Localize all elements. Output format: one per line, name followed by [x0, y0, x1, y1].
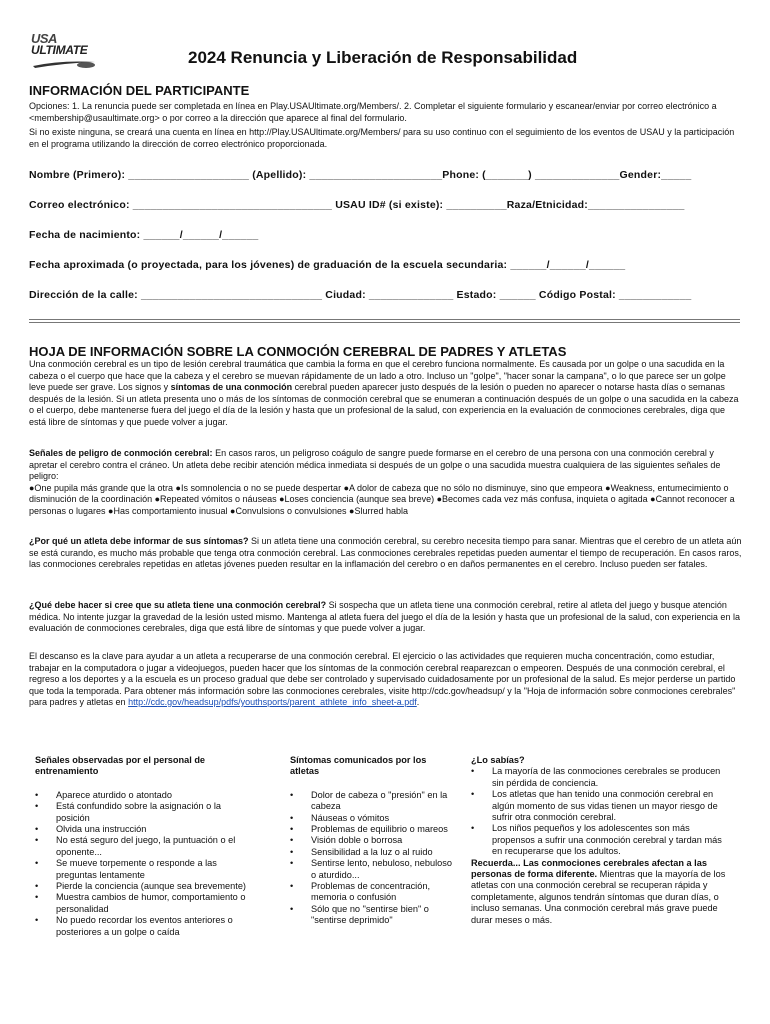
- list-item: • No puedo recordar los eventos anteriores o posteriores a un golpe o caída: [35, 915, 257, 938]
- concussion-heading: HOJA DE INFORMACIÓN SOBRE LA CONMOCIÓN CEREBRAL DE PADRES Y ATLETAS: [29, 344, 567, 359]
- usa-ultimate-logo: [31, 33, 97, 75]
- why-heading: ¿Por qué un atleta debe informar de sus síntomas?: [29, 536, 249, 546]
- logo-swoosh-icon: [31, 59, 97, 69]
- options-paragraph-2: Si no existe ninguna, se creará una cuenta en línea en http://Play.USAUltimate.org/Members/ para su uso continuo con el seguimiento de los eventos de USAU y la participación en el programa utilizando la dirección de correo electrónico proporcionada.: [29, 127, 735, 149]
- list-item: • Problemas de concentración, memoria o confusión: [290, 881, 456, 904]
- logo-text-ultimate: ULTIMATE: [31, 43, 88, 57]
- danger-heading: Señales de peligro de conmoción cerebral:: [29, 448, 213, 458]
- staff-signs-column: [35, 755, 257, 938]
- rest-end: .: [416, 697, 420, 707]
- rest-paragraph: [29, 651, 743, 709]
- list-item: • Náuseas o vómitos: [290, 813, 456, 824]
- danger-list: ●One pupila más grande que la otra ●Is somnolencia o no se puede despertar ●A dolor de cabeza que no sólo no disminuye, sino que empeora ●Weakness, entumecimiento o disminución de la coordinación ●Repeated vómitos o náuseas ●Loses conciencia (aunque sea breve) ●Becomes cada vez más confusa, inquieta o agitada ●Cannot reconocer a personas o lugares ●Has comportamiento inusual ●Convulsions o convulsiones ●Slurred habla: [29, 482, 735, 516]
- address-field[interactable]: Dirección de la calle: ______________________________ Ciudad: ______________ Estado: ______ Código Postal: ____________: [29, 289, 692, 301]
- email-usau-race-field[interactable]: Correo electrónico: _________________________________ USAU ID# (si existe): __________Raza/Etnicidad:________________: [29, 199, 685, 211]
- list-item: • Los atletas que han tenido una conmoción cerebral en algún momento de sus vidas tienen un mayor riesgo de sufrir otra conmoción cerebral.: [471, 789, 733, 823]
- concussion-intro: [29, 359, 743, 428]
- intro-bold: síntomas de una conmoción: [170, 382, 293, 392]
- staff-signs-list: [35, 790, 257, 938]
- list-item: • Dolor de cabeza o "presión" en la cabeza: [290, 790, 456, 813]
- graduation-date-field[interactable]: Fecha aproximada (o proyectada, para los jóvenes) de graduación de la escuela secundaria: ______/______/______: [29, 259, 626, 271]
- athlete-symptoms-list: [290, 790, 456, 927]
- list-item: • Está confundido sobre la asignación o la posición: [35, 801, 257, 824]
- intro-text-a: Una conmoción cerebral es un tipo de lesión cerebral traumática que cambia la forma en que el cerebro funciona normalmente. Es causada por un golpe o una sacudida en la cabeza o el cuerpo que hace que la cabeza y el cerebro se muevan rápidamente de un lado a otro. Incluso un "golpe", "hacer sonar la campana", o lo que parece ser un golpe leve puede ser grave. Los signos y: [29, 359, 726, 392]
- list-item: • Aparece aturdido o atontado: [35, 790, 257, 801]
- did-you-know-column: [471, 755, 733, 926]
- cdc-fact-sheet-link[interactable]: http://cdc.gov/headsup/pdfs/youthsports/parent_athlete_info_sheet-a.pdf: [128, 697, 417, 707]
- did-you-know-heading: ¿Lo sabías?: [471, 755, 525, 765]
- list-item: • Los niños pequeños y los adolescentes son más propensos a sufrir una conmoción cerebral y tardan más en recuperarse que los adultos.: [471, 823, 733, 857]
- options-paragraph-1: Opciones: 1. La renuncia puede ser completada en línea en Play.USAUltimate.org/Members/. 2. Completar el siguiente formulario y escanear/enviar por correo electrónico a <membership@usaultimate.org> o por correo a la dirección que aparece al final del formulario.: [29, 101, 717, 123]
- list-item: • La mayoría de las conmociones cerebrales se producen sin pérdida de conciencia.: [471, 766, 733, 789]
- intro-text-b: cerebral pueden aparecer justo después de la lesión o pueden no aparecer o notarse hasta días o semanas después de la lesión. Si un atleta presenta uno o más de los síntomas de conmoción cerebral que se enumeran a continuación después de un golpe o una sacudida en la cabeza o el cuerpo, debe mantenerse fuera del juego el día de la lesión y hasta que un profesional de la salud, con experiencia en la evaluación de conmociones cerebrales, diga que está libre de síntomas y que puede volver a jugar.: [29, 382, 739, 427]
- list-item: • Olvida una instrucción: [35, 824, 257, 835]
- list-item: • Visión doble o borrosa: [290, 835, 456, 846]
- athlete-symptoms-heading: Síntomas comunicados por los atletas: [290, 755, 427, 777]
- what-text: Si sospecha que un atleta tiene una conmoción cerebral, retire al atleta del juego y busque atención médica. No intente juzgar la gravedad de la lesión usted mismo. Mantenga al atleta fuera del juego el día de la lesión y hasta que un profesional de la salud, con experiencia en la evaluación de conmociones cerebrales, diga que está libre de síntomas y que puede volver a jugar.: [29, 600, 740, 633]
- list-item: • Sensibilidad a la luz o al ruido: [290, 847, 456, 858]
- why-text: Si un atleta tiene una conmoción cerebral, su cerebro necesita tiempo para sanar. Mientras que el cerebro de un atleta aún se está curando, es mucho más probable que tenga otra conmoción cerebral. Las conmociones cerebrales repetidas pueden aumentar el tiempo de recuperación. En casos raros, las conmociones cerebrales repetidas en atletas jóvenes pueden resultar en la inflamación del cerebro o en daños permanentes en el cerebro. Incluso pueden ser fatales.: [29, 536, 742, 569]
- list-item: • No está seguro del juego, la puntuación o el oponente...: [35, 835, 257, 858]
- did-you-know-list: [471, 766, 733, 857]
- list-item: • Pierde la conciencia (aunque sea brevemente): [35, 881, 257, 892]
- athlete-symptoms-column: [290, 755, 456, 927]
- section-divider: [29, 318, 740, 324]
- logo-text-usa: USA: [31, 31, 57, 46]
- page-title: 2024 Renuncia y Liberación de Responsabilidad: [188, 48, 578, 67]
- remember-text: Mientras que la mayoría de los atletas con una conmoción cerebral se recuperan rápida y completamente, algunos tendrán síntomas que duran días, o incluso semanas. Una conmoción cerebral más grave puede durar meses o más.: [471, 869, 726, 925]
- why-report-paragraph: [29, 536, 743, 571]
- danger-text: En casos raros, un peligroso coágulo de sangre puede formarse en el cerebro de una persona con una conmoción cerebral y apretar el cerebro contra el cráneo. Un atleta debe recibir atención médica inmediata si después de un golpe o una sacudida muestra cualquiera de las siguientes señales de peligro:: [29, 448, 721, 481]
- birthdate-field[interactable]: Fecha de nacimiento: ______/______/______: [29, 229, 259, 241]
- list-item: • Muestra cambios de humor, comportamiento o personalidad: [35, 892, 257, 915]
- rest-text: El descanso es la clave para ayudar a un atleta a recuperarse de una conmoción cerebral. El ejercicio o las actividades que requieren mucha concentración, como estudiar, trabajar en la computadora o jugar a videojuegos, pueden hacer que los síntomas de la conmoción cerebral reaparezcan o empeoren. Después de una conmoción cerebral, el regreso a los deportes y a la escuela es un proceso gradual que debe ser controlado y supervisado cuidadosamente por un profesional de la salud. Es mejor perderse un partido que toda la temporada. Para obtener más información sobre las conmociones cerebrales, visite http://cdc.gov/headsup/ y la "Hoja de información sobre conmociones cerebrales" para padres y atletas en: [29, 651, 736, 707]
- danger-signs-paragraph: [29, 448, 743, 517]
- what-to-do-paragraph: [29, 600, 743, 635]
- staff-signs-heading: Señales observadas por el personal de entrenamiento: [35, 755, 206, 777]
- remember-bold: Recuerda... Las conmociones cerebrales afectan a las personas de forma diferente.: [471, 857, 707, 880]
- list-item: • Se mueve torpemente o responde a las preguntas lentamente: [35, 858, 257, 881]
- participant-heading: INFORMACIÓN DEL PARTICIPANTE: [29, 83, 250, 98]
- what-heading: ¿Qué debe hacer si cree que su atleta tiene una conmoción cerebral?: [29, 600, 327, 610]
- list-item: • Sentirse lento, nebuloso, nebuloso o aturdido...: [290, 858, 456, 881]
- remember-note: [471, 858, 733, 926]
- name-phone-gender-field[interactable]: Nombre (Primero): ____________________ (Apellido): ______________________Phone: (_______) ______________Gender:_____: [29, 169, 692, 181]
- list-item: • Sólo que no "sentirse bien" o "sentirse deprimido": [290, 904, 456, 927]
- list-item: • Problemas de equilibrio o mareos: [290, 824, 456, 835]
